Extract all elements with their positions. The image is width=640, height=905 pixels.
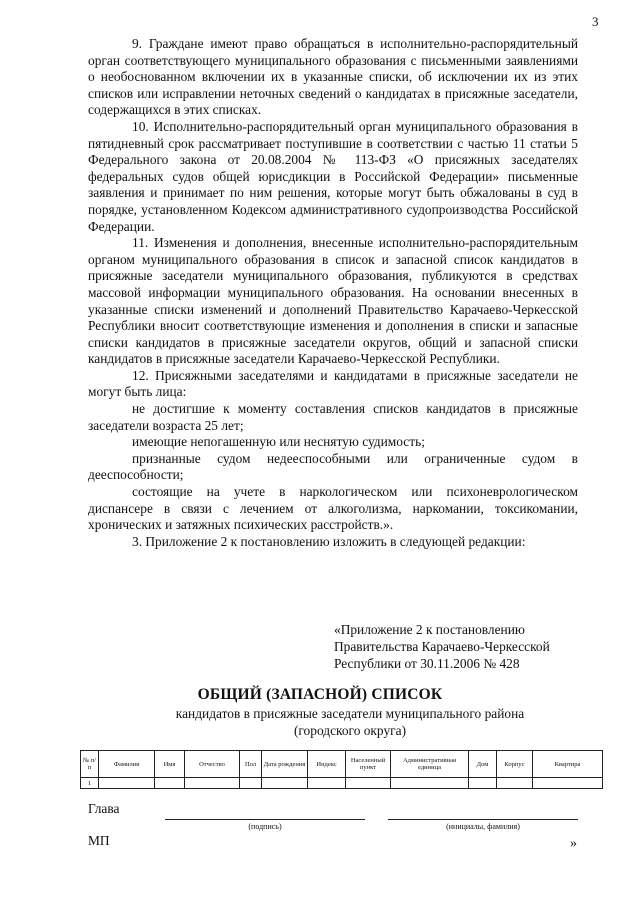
table-cell [240, 778, 262, 789]
candidates-table [80, 750, 603, 789]
table-cell [99, 778, 155, 789]
list-title: ОБЩИЙ (ЗАПАСНОЙ) СПИСОК [197, 686, 443, 703]
page-number: 3 [592, 14, 599, 29]
table-row [81, 778, 603, 789]
table-cell: 1 [81, 778, 99, 789]
col-header-admin-unit: Административная единица [391, 751, 469, 778]
paragraph-12: 12. Присяжными заседателями и кандидатами в присяжные заседатели не могут быть лица: [88, 367, 578, 400]
paragraph-12-item-age: не достигшие к моменту составления списков кандидатов в присяжные заседатели возраста 25 лет; [88, 401, 578, 433]
table-cell [533, 778, 603, 789]
appendix-reference [334, 621, 550, 672]
col-header-sex: Пол [240, 751, 262, 778]
col-header-birth-date: Дата рождения [262, 751, 308, 778]
col-header-number: № п/п [81, 751, 99, 778]
appendix-ref-line-3: Республики от 30.11.2006 № 428 [334, 656, 520, 671]
head-label: Глава [88, 801, 120, 816]
table-cell [391, 778, 469, 789]
signature-caption: (подпись) [248, 822, 282, 831]
paragraph-12-item-dispensary: состоящие на учете в наркологическом или психоневрологическом диспансере в связи с лечением от алкоголизма, наркомании, токсикомании, хронических и затяжных психических расстройств.». [88, 484, 578, 533]
table-cell [497, 778, 533, 789]
appendix-ref-line-1: «Приложение 2 к постановлению [334, 622, 525, 637]
table-cell [155, 778, 185, 789]
table-cell [308, 778, 346, 789]
table-cell [262, 778, 308, 789]
table-cell [469, 778, 497, 789]
col-header-surname: Фамилия [99, 751, 155, 778]
col-header-house: Дом [469, 751, 497, 778]
col-header-postcode: Индекс [308, 751, 346, 778]
table-cell [185, 778, 240, 789]
closing-quote: » [570, 836, 577, 851]
list-subtitle-line-1: кандидатов в присяжные заседатели муниципального района [175, 706, 525, 721]
list-subtitle [40, 705, 640, 739]
paragraph-12-item-conviction: имеющие непогашенную или неснятую судимость; [132, 434, 425, 450]
table-header-row [81, 751, 603, 778]
signature-line [165, 819, 365, 820]
col-header-locality: Населенный пункт [346, 751, 391, 778]
paragraph-11: 11. Изменения и дополнения, внесенные исполнительно-распорядительным органом муниципального образования в список и запасной список кандидатов в присяжные заседатели муниципального образования, публикуются в средствах массовой информации муниципального образования. На основании внесенных в указанные списки изменений и дополнений Правительство Карачаево-Черкесской Республики вносит соответствующие изменения и дополнения в списки и запасные списки кандидатов в присяжные заседатели округов, общий и запасной списки кандидатов в присяжные заседатели Карачаево-Черкесской Республики. [88, 235, 578, 367]
stamp-label: МП [88, 833, 110, 848]
paragraph-3-amendment: 3. Приложение 2 к постановлению изложить в следующей редакции: [132, 533, 526, 549]
name-line [388, 819, 578, 820]
col-header-patronymic: Отчество [185, 751, 240, 778]
paragraph-12-item-incapacity: признанные судом недееспособными или ограниченные судом в дееспособности; [88, 450, 578, 483]
paragraph-10: 10. Исполнительно-распорядительный орган муниципального образования в пятидневный срок рассматривает поступившие в соответствии с частью 11 статьи 5 Федерального закона от 20.08.2004 № 113-ФЗ «О присяжных заседателях федеральных судов общей юрисдикции в Российской Федерации» письменные заявления и принимает по ним решения, которые могут быть обжалованы в суд в порядке, установленном Кодексом административного судопроизводства Российской Федерации. [88, 118, 578, 234]
table-cell [346, 778, 391, 789]
body-text [88, 36, 578, 550]
col-header-apartment: Квартира [533, 751, 603, 778]
paragraph-9: 9. Граждане имеют право обращаться в исполнительно-распорядительный орган соответствующего муниципального образования с письменными заявлениями о необоснованном включении их в указанные списки, об исключении их из этих списков или исправлении неточных сведений о кандидатах в присяжные заседатели, содержащихся в этих списках. [88, 36, 578, 118]
name-caption: (инициалы, фамилия) [446, 822, 520, 831]
list-subtitle-line-2: (городского округа) [293, 723, 407, 738]
col-header-name: Имя [155, 751, 185, 778]
col-header-building: Корпус [497, 751, 533, 778]
appendix-ref-line-2: Правительства Карачаево-Черкесской [334, 639, 550, 654]
